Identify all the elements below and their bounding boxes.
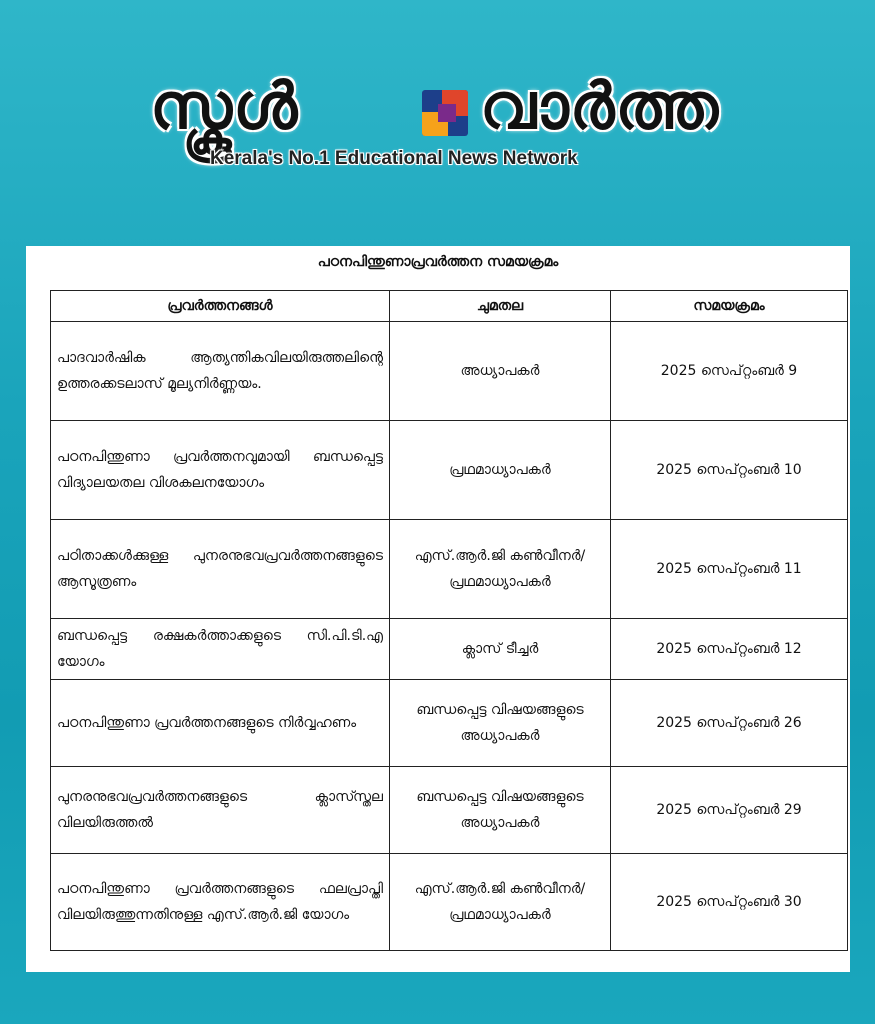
brand-logo: [150, 70, 740, 180]
table-row: [51, 619, 848, 680]
activity-cell: പഠനപിന്തുണാ പ്രവർത്തനങ്ങളുടെ നിർവ്വഹണം: [51, 680, 390, 767]
activity-cell: പുനരനുഭവപ്രവർത്തനങ്ങളുടെ ക്ലാസ്സ്തല വിലയിരുത്തൽ: [51, 767, 390, 854]
table-row: [51, 421, 848, 520]
responsible-cell: ബന്ധപ്പെട്ട വിഷയങ്ങളുടെ അധ്യാപകർ: [390, 767, 611, 854]
column-header-date: സമയക്രമം: [611, 291, 848, 322]
logo-mark-icon: [422, 90, 468, 136]
activity-cell: പാദവാർഷിക ആത്യന്തികവിലയിരുത്തലിന്റെ ഉത്തരക്കടലാസ് മൂല്യനിർണ്ണയം.: [51, 322, 390, 421]
column-header-responsible: ചുമതല: [390, 291, 611, 322]
table-row: [51, 680, 848, 767]
date-cell: 2025 സെപ്റ്റംബർ 29: [611, 767, 848, 854]
table-row: [51, 767, 848, 854]
logo-left-text: സ്കൂൾ: [150, 70, 299, 144]
responsible-cell: ക്ലാസ് ടീച്ചർ: [390, 619, 611, 680]
column-header-activity: പ്രവർത്തനങ്ങൾ: [51, 291, 390, 322]
date-cell: 2025 സെപ്റ്റംബർ 30: [611, 854, 848, 951]
responsible-cell: ബന്ധപ്പെട്ട വിഷയങ്ങളുടെ അധ്യാപകർ: [390, 680, 611, 767]
responsible-cell: അധ്യാപകർ: [390, 322, 611, 421]
responsible-cell: എസ്.ആർ.ജി കൺവീനർ/ പ്രഥമാധ്യാപകർ: [390, 520, 611, 619]
responsible-cell: എസ്.ആർ.ജി കൺവീനർ/ പ്രഥമാധ്യാപകർ: [390, 854, 611, 951]
date-cell: 2025 സെപ്റ്റംബർ 11: [611, 520, 848, 619]
activity-cell: ബന്ധപ്പെട്ട രക്ഷകർത്താക്കളുടെ സി.പി.ടി.എ യോഗം: [51, 619, 390, 680]
date-cell: 2025 സെപ്റ്റംബർ 9: [611, 322, 848, 421]
responsible-cell: പ്രഥമാധ്യാപകർ: [390, 421, 611, 520]
logo-right-text: വാർത്ത: [480, 70, 720, 144]
document-page: [26, 246, 850, 972]
document-title: പഠനപിന്തുണാപ്രവർത്തന സമയക്രമം: [317, 254, 559, 270]
date-cell: 2025 സെപ്റ്റംബർ 10: [611, 421, 848, 520]
table-row: [51, 520, 848, 619]
table-row: [51, 854, 848, 951]
date-cell: 2025 സെപ്റ്റംബർ 12: [611, 619, 848, 680]
table-row: [51, 322, 848, 421]
logo-tagline: Kerala's No.1 Educational News Network: [210, 148, 578, 169]
activity-cell: പഠനപിന്തുണാ പ്രവർത്തനങ്ങളുടെ ഫലപ്രാപ്തി വിലയിരുത്തുന്നതിനുള്ള എസ്.ആർ.ജി യോഗം: [51, 854, 390, 951]
activity-cell: പഠനപിന്തുണാ പ്രവർത്തനവുമായി ബന്ധപ്പെട്ട വിദ്യാലയതല വിശകലനയോഗം: [51, 421, 390, 520]
table-header-row: [51, 291, 848, 322]
schedule-table: [50, 290, 848, 951]
logo-wordmark: [150, 70, 720, 144]
date-cell: 2025 സെപ്റ്റംബർ 26: [611, 680, 848, 767]
activity-cell: പഠിതാക്കൾക്കുള്ള പുനരനുഭവപ്രവർത്തനങ്ങളുടെ ആസൂത്രണം: [51, 520, 390, 619]
